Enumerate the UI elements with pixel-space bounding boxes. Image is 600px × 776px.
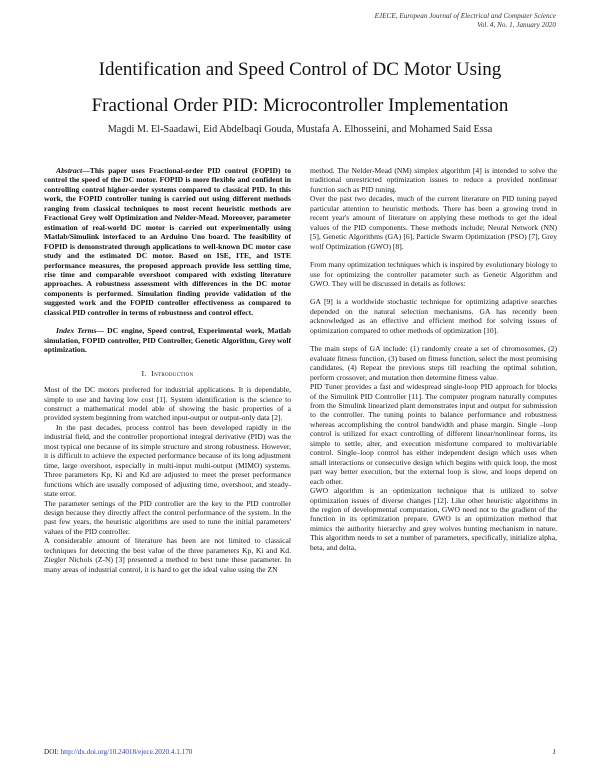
right-paragraph-4: GA [9] is a worldwide stochastic technique for optimizing adaptive searches depended on the natural selection mechanisms. GA has recently been acknowledged as an effective and efficient method for solving issues of optimization compared to other methods of optimization [10]. (310, 297, 557, 335)
journal-volume: Vol. 4, No. 1, January 2020 (477, 21, 556, 29)
left-column (44, 166, 291, 574)
abstract (44, 166, 291, 317)
doi-link[interactable]: http://dx.doi.org/10.24018/ejece.2020.4.1.170 (60, 748, 193, 756)
section-numeral: I. (141, 368, 147, 378)
paper-title (20, 52, 580, 124)
journal-name: EJECE, European Journal of Electrical and Computer Science (374, 12, 556, 20)
abstract-lead: Abstract (56, 166, 83, 175)
title-line-1: Identification and Speed Control of DC Motor Using (98, 59, 502, 80)
doi-label: DOI: (44, 748, 59, 756)
index-terms (44, 326, 291, 354)
journal-header (375, 12, 556, 30)
intro-paragraph-2: In the past decades, process control has been developed rapidly in the industrial field, and the controller proportional integral derivative (PID) was the most typical one because of its simple structure and strong robustness. However, it is difficult to achieve the expected performance because of its long adjustment time, large overshoot, especially in multi-input multi-output (MIMO) systems. Three parameters Kp, Ki and Kd are adjusted to meet the preset performance functions which are usually composed of adjusting time, overshoot, and steady-state error. (44, 422, 291, 499)
right-paragraph-3: From many optimization techniques which is inspired by evolutionary biology to use for optimizing the controller parameter such as Genetic Algorithm and GWO. They will be discussed in details as follows: (310, 260, 557, 288)
right-paragraph-6: PID Tuner provides a fast and widespread single-loop PID approach for blocks of the Simulink PID Controller [11]. The computer program naturally computes from the Simulink linearized plant demonstrates input and output for submission to the controller. The tuning points to balance performance and robustness whereas accomplishing the control bandwidth and phase margin. Single –loop control is utilized for exact controlling of different linear/nonlinear forms, its simple to settle, alter, and execution misfortune compared to multivariable control. Single–loop control has either independent design which uses when small interactions or consecutive design which begins with quick loop, the most part way better execution, but the external loop is slow, and loops depend on each other. (310, 382, 557, 486)
right-paragraph-7: GWO algorithm is an optimization technique that is utilized to solve optimization issues of diverse changes [12]. Like other heuristic algorithms in the region of developmental computation, GWO need not to the gradient of the function in its optimization prepare. GWO is an optimization method that mimics the authority hierarchy and grey wolves hunting mechanism in nature. This algorithm needs to set a number of parameters, specifically, initialize alpha, beta, and delta, (310, 486, 557, 552)
abstract-text: —This paper uses Fractional-order PID control (FOPID) to control the speed of the DC motor. FOPID is more flexible and confident in controlling control higher-order systems compared to classical PID. In this work, the FOPID controller tuning is carried out using different methods ranging from classical techniques to most recent heuristic methods are Fractional Grey wolf Optimization and Nelder-Mead. Moreover, parameter estimation of real-world DC motor is carried out experimentally using Matlab/Simulink interfaced to an Arduino Uno board. The feasibility of FOPID is demonstrated through applications to well-known DC motor case study and the estimated DC motor. Based on ISE, ITE, and ISTE performance measures, the proposed approach provide less settling time, rise time and comparable overshoot compared with existing literature approaches. A robustness assessment with differences in the DC motor components is performed. Simulation finding provide validation of the suggested work and the FOPID controller effectiveness as compared to classical PID controller in terms of robustness and control effect. (44, 166, 291, 317)
intro-paragraph-1: Most of the DC motors preferred for industrial applications. It is dependable, simple to use and having low cost [1]. System identification is the science to construct a mathematical model able of showing the basic properties of a provided system beginning from watched input-output or output-only data [2]. (44, 385, 291, 423)
index-terms-lead: Index Terms (56, 326, 97, 336)
page-number: 1 (552, 748, 556, 756)
right-paragraph-1: method. The Nelder-Mead (NM) simplex algorithm [4] is intended to solve the traditional unrestricted optimization issues to reduce a provided nonlinear function such as PID tuning. (310, 166, 557, 194)
right-paragraph-2: Over the past two decades, much of the current literature on PID tuning payed particular attention to heuristic methods. There has been a growing trend in recent year's amount of literature on applying these methods to get the ideal values of the PID components. These methods include; Neural Network (NN) [5], Genetic Algorithms (GA) [6], Particle Swarm Optimization (PSO) [7], Grey wolf Optimization (GWO) [8]. (310, 194, 557, 251)
index-terms-text: — DC engine, Speed control, Experimental work, Matlab simulation, FOPID controller, PID Controller, Genetic Algorithm, Grey wolf optimization. (44, 326, 292, 355)
section-heading (44, 369, 291, 378)
title-line-2: Fractional Order PID: Microcontroller Implementation (91, 95, 509, 116)
section-name: Introduction (151, 368, 194, 378)
right-paragraph-5: The main steps of GA include: (1) randomly create a set of chromosomes, (2) evaluate fitness function, (3) based on fitness function, select the most promising candidates, (4) Repeat the previous steps till reaching the optimal solution, perform crossover, and mutation then determine fitness value. (310, 344, 557, 382)
footer-doi (44, 748, 192, 756)
intro-paragraph-4: A considerable amount of literature has been are not limited to classical techniques for detecting the best value of the three parameters Kp, Ki and Kd. Ziegler Nichols (Z-N) [3] presented a method to best tune these parameter. In many areas of industrial control, it is hard to get the ideal value using the ZN (44, 536, 291, 574)
right-column (310, 166, 557, 552)
intro-paragraph-3: The parameter settings of the PID controller are the key to the PID controller design because they directly affect the control performance of the system. In the past few years, the heuristic algorithms are used to tune the initial parameters' values of the PID controller. (44, 498, 291, 536)
author-list: Magdi M. El-Saadawi, Eid Abdelbaqi Gouda, Mustafa A. Elhosseini, and Mohamed Said Essa (107, 124, 493, 135)
